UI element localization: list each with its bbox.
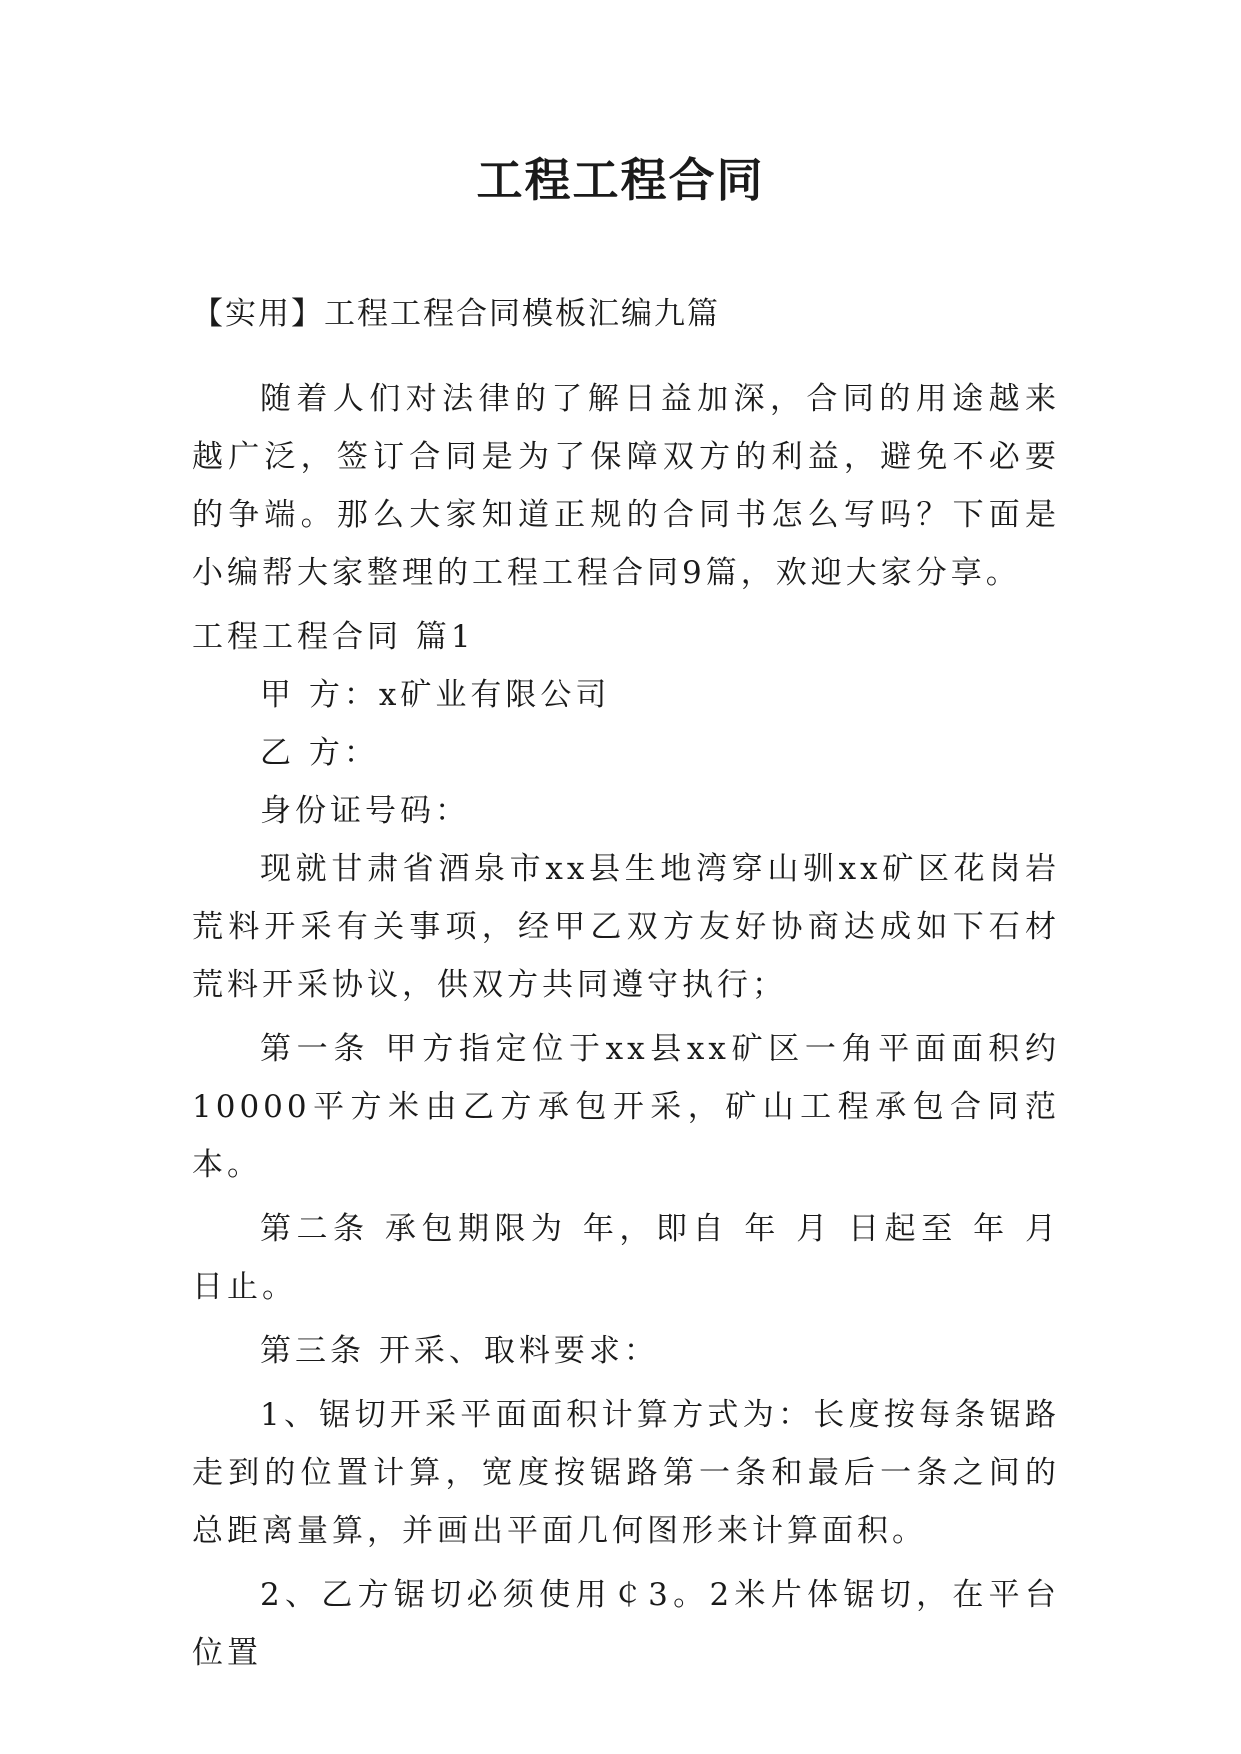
- intro-paragraph: 随着人们对法律的了解日益加深，合同的用途越来越广泛，签订合同是为了保障双方的利益，避免不必要的争端。那么大家知道正规的合同书怎么写吗？下面是小编帮大家整理的工程工程合同9篇，欢迎大家分享。: [192, 381, 1060, 591]
- section-heading: 工程工程合同 篇1: [192, 619, 475, 655]
- party-a-line: 甲 方：x矿业有限公司: [260, 677, 611, 713]
- document-title: 工程工程合同: [476, 153, 765, 207]
- document-subtitle: 【实用】工程工程合同模板汇编九篇: [192, 296, 720, 332]
- clause-2-paragraph: 2、乙方锯切必须使用￠3。2米片体锯切，在平台位置: [192, 1577, 1060, 1671]
- clause-1-paragraph: 1、锯切开采平面面积计算方式为：长度按每条锯路走到的位置计算，宽度按锯路第一条和最后一条之间的总距离量算，并画出平面几何图形来计算面积。: [192, 1397, 1060, 1549]
- party-b-line: 乙 方：: [260, 735, 379, 771]
- article-3-heading: 第三条 开采、取料要求：: [260, 1333, 659, 1369]
- article-1-paragraph: 第一条 甲方指定位于xx县xx矿区一角平面面积约10000平方米由乙方承包开采，矿山工程承包合同范本。: [192, 1031, 1060, 1183]
- id-number-line: 身份证号码：: [260, 793, 470, 829]
- document-body: [192, 381, 1060, 1682]
- preamble-paragraph: 现就甘肃省酒泉市xx县生地湾穿山驯xx矿区花岗岩荒料开采有关事项，经甲乙双方友好协商达成如下石材荒料开采协议，供双方共同遵守执行；: [192, 851, 1060, 1003]
- article-2-paragraph: 第二条 承包期限为 年，即自 年 月 日起至 年 月 日止。: [192, 1211, 1060, 1305]
